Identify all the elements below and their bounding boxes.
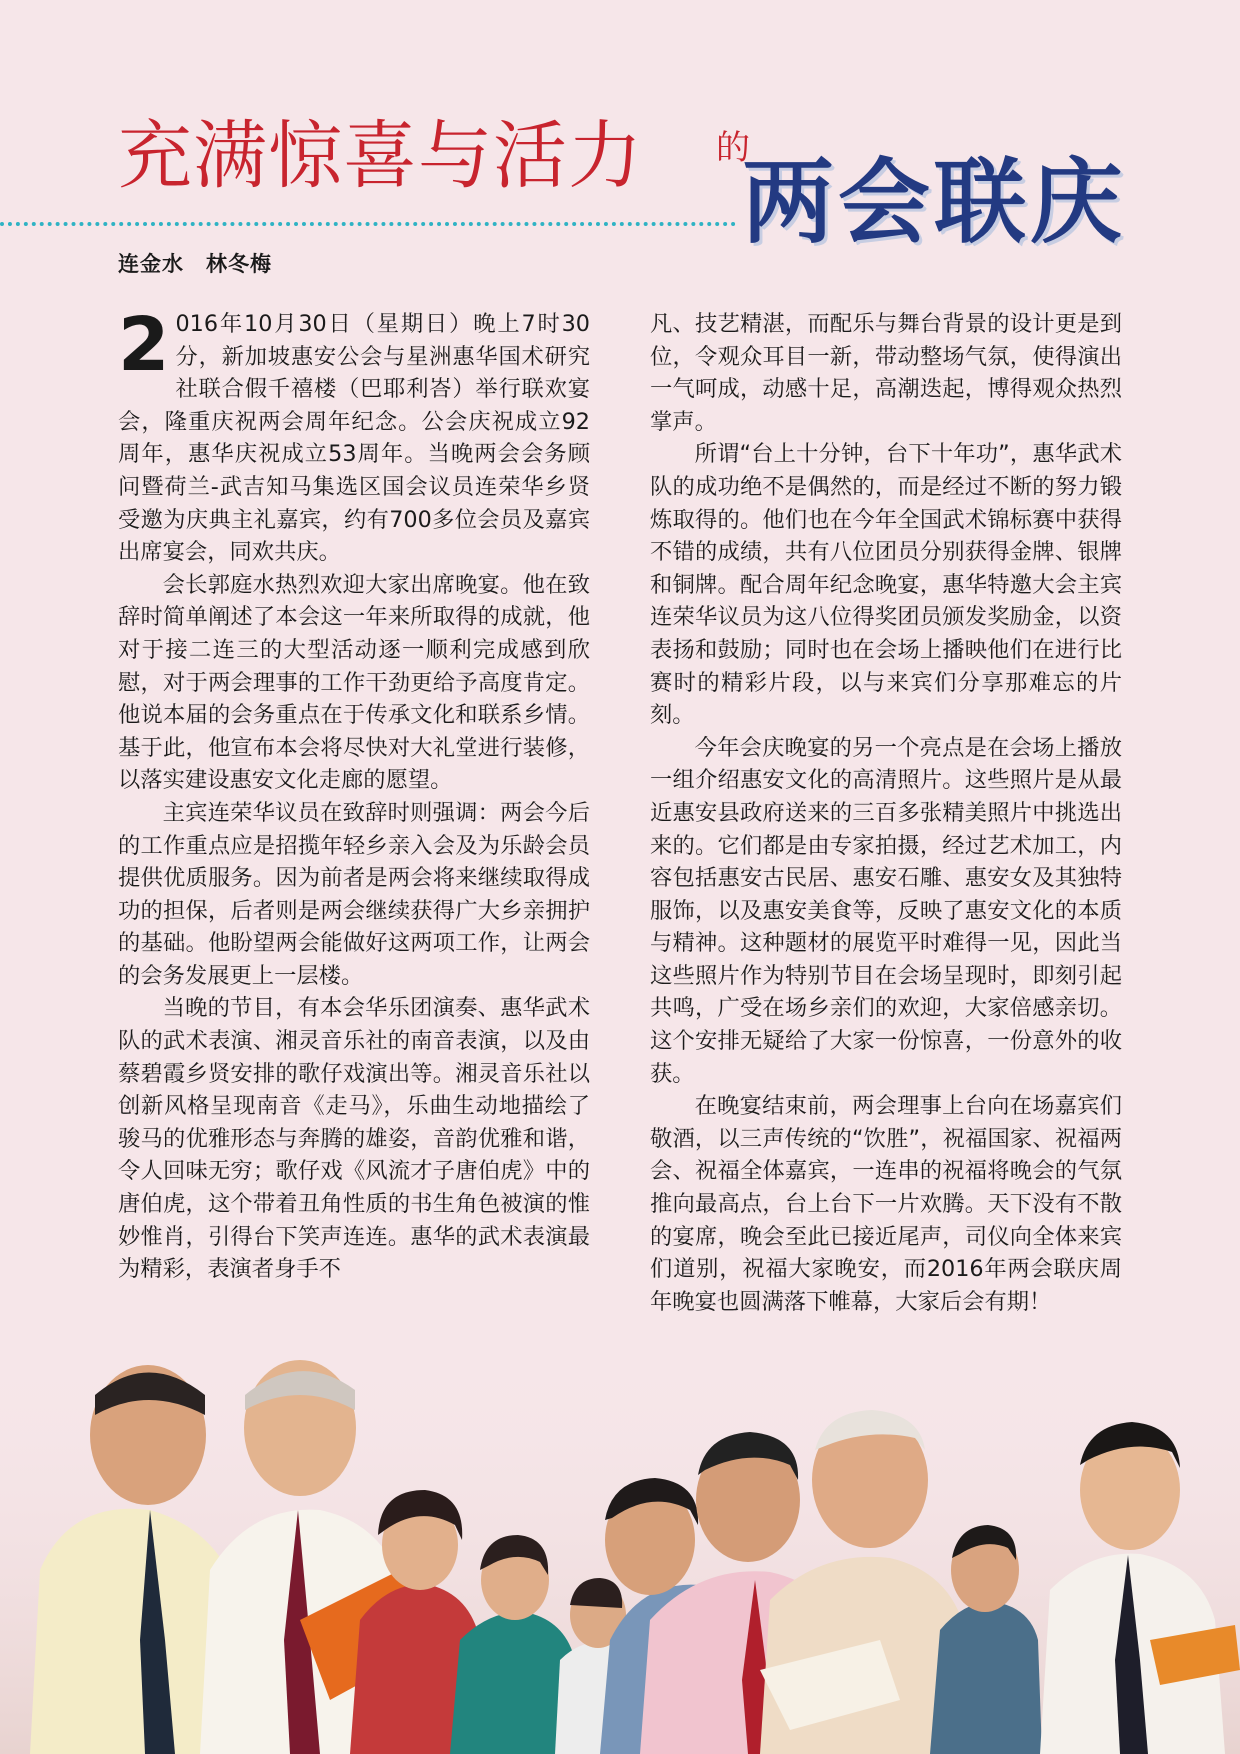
event-photo: [0, 1340, 1240, 1754]
title-particle: 的: [716, 128, 750, 168]
title-dotted-rule: [0, 222, 736, 226]
title-sub: 两会联庆: [742, 149, 1127, 256]
paragraph-7: 在晚宴结束前，两会理事上台向在场嘉宾们敬酒，以三声传统的“饮胜”，祝福国家、祝福两会、祝福全体嘉宾，一连串的祝福将晚会的气氛推向最高点，台上台下一片欢腾。天下没有不散的宴席，晚会至此已接近尾声，司仪向全体来宾们道别，祝福大家晚安，而2016年两会联庆周年晚宴也圆满落下帷幕，大家后会有期！: [650, 1093, 1122, 1315]
article-column-right: [650, 308, 1122, 1318]
paragraph-3: 主宾连荣华议员在致辞时则强调：两会今后的工作重点应是招揽年轻乡亲入会及为乐龄会员提供优质服务。因为前者是两会将来继续取得成功的担保，后者则是两会继续获得广大乡亲拥护的基础。他盼望两会能做好这两项工作，让两会的会务发展更上一层楼。: [118, 799, 590, 989]
drop-cap: 2: [118, 302, 170, 388]
article-column-left: [118, 302, 590, 1286]
paragraph-4-part-2: [650, 308, 1122, 438]
paragraph-4-part-1: [118, 992, 590, 1285]
title-main: 充满惊喜与活力: [118, 113, 643, 199]
paragraph-2: 会长郭庭水热烈欢迎大家出席晚宴。他在致辞时简单阐述了本会这一年来所取得的成就，他对于接二连三的大型活动逐一顺利完成感到欣慰，对于两会理事的工作干劲更给予高度肯定。他说本届的会务重点在于传承文化和联系乡情。基于此，他宣布本会将尽快对大礼堂进行装修，以落实建设惠安文化走廊的愿望。: [118, 571, 590, 794]
paragraph-1-text: 016年10月30日（星期日）晚上7时30分，新加坡惠安公会与星洲惠华国术研究社联合假千禧楼（巴耶利峇）举行联欢宴会，隆重庆祝两会周年纪念。公会庆祝成立92周年，惠华庆祝成立53周年。当晚两会会务顾问暨荷兰-武吉知马集选区国会议员连荣华乡贤受邀为庆典主礼嘉宾，约有700多位会员及嘉宾出席宴会，同欢共庆。: [118, 311, 590, 566]
byline: 连金水 林冬梅: [118, 252, 272, 276]
paragraph-4-text-right: 凡、技艺精湛，而配乐与舞台背景的设计更是到位，令观众耳目一新，带动整场气氛，使得演出一气呵成，动感十足，高潮迭起，博得观众热烈掌声。: [650, 311, 1122, 435]
paragraph-5: 所谓“台上十分钟，台下十年功”，惠华武术队的成功绝不是偶然的，而是经过不断的努力锻炼取得的。他们也在今年全国武术锦标赛中获得不错的成绩，共有八位团员分别获得金牌、银牌和铜牌。配合周年纪念晚宴，惠华特邀大会主宾连荣华议员为这八位得奖团员颁发奖励金，以资表扬和鼓励；同时也在会场上播映他们在进行比赛时的精彩片段，以与来宾们分享那难忘的片刻。: [650, 441, 1122, 729]
paragraph-6: 今年会庆晚宴的另一个亮点是在会场上播放一组介绍惠安文化的高清照片。这些照片是从最近惠安县政府送来的三百多张精美照片中挑选出来的。它们都是由专家拍摄，经过艺术加工，内容包括惠安古民居、惠安石雕、惠安女及其独特服饰，以及惠安美食等，反映了惠安文化的本质与精神。这种题材的展览平时难得一见，因此当这些照片作为特别节目在会场呈现时，即刻引起共鸣，广受在场乡亲们的欢迎，大家倍感亲切。这个安排无疑给了大家一份惊喜，一份意外的收获。: [650, 734, 1122, 1087]
paragraph-1: [118, 302, 590, 569]
paragraph-4-text-left: 当晚的节目，有本会华乐团演奏、惠华武术队的武术表演、湘灵音乐社的南音表演，以及由蔡碧霞乡贤安排的歌仔戏演出等。湘灵音乐社以创新风格呈现南音《走马》，乐曲生动地描绘了骏马的优雅形态与奔腾的雄姿，音韵优雅和谐，令人回味无穷；歌仔戏《风流才子唐伯虎》中的唐伯虎，这个带着丑角性质的书生角色被演的惟妙惟肖，引得台下笑声连连。惠华的武术表演最为精彩，表演者身手不: [118, 995, 590, 1283]
